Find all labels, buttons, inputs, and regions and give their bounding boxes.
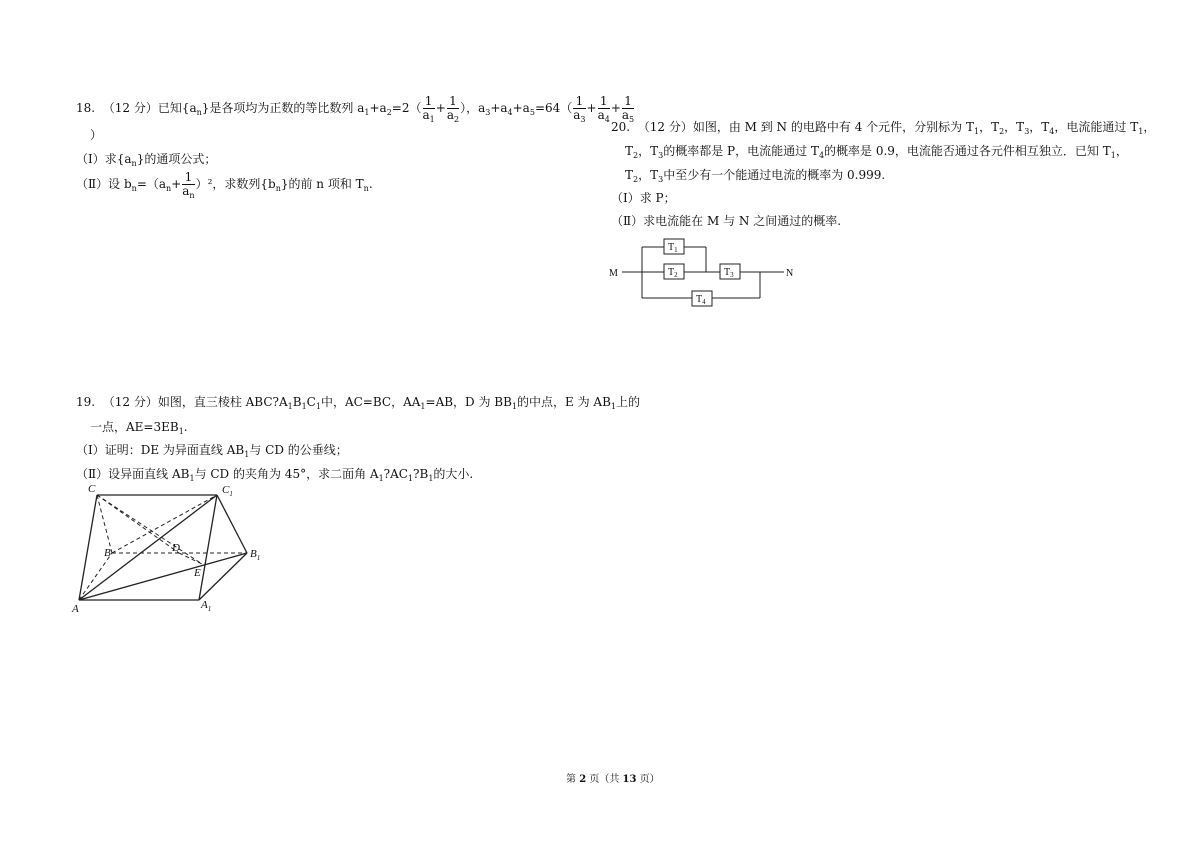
label-T2: $T_2$ bbox=[668, 267, 678, 279]
question-20-line3: $T_2$，$T_3$中至少有一个能通过电流的概率为 0.999. bbox=[625, 168, 886, 184]
segment-ce bbox=[97, 495, 202, 564]
prism-figure bbox=[64, 480, 274, 615]
page-number: 2 bbox=[579, 774, 587, 785]
question-number: 18. bbox=[76, 101, 96, 115]
hidden-edge-ab bbox=[79, 553, 112, 600]
question-20-part2: （Ⅱ）求电流能在 M 与 N 之间通过的概率. bbox=[611, 214, 842, 228]
label-E: E bbox=[194, 567, 201, 579]
fraction-1-a1: $\frac{1}{a_1}$ bbox=[422, 94, 435, 124]
label-T4: $T_4$ bbox=[696, 294, 706, 306]
label-T3: $T_3$ bbox=[724, 267, 734, 279]
question-19-part1: （Ⅰ）证明：DE 为异面直线 $AB_1$与 CD 的公垂线； bbox=[76, 443, 348, 459]
question-18-part2: （Ⅱ）设 $b_n=(a_n+$ $\frac{1}{a_n}$ ）²，求数列$\{b_n\}$的前 n 项和 $T_n$. bbox=[76, 170, 373, 200]
question-20-line1: 20. （12 分）如图，由 M 到 N 的电路中有 4 个元件，分别标为 $T_1$，$T_2$，$T_3$，$T_4$，电流能通过 $T_1$， bbox=[611, 120, 1156, 136]
score: （12 分） bbox=[102, 395, 158, 409]
label-B: B bbox=[104, 547, 111, 559]
label-C1: $C_1$ bbox=[222, 484, 233, 498]
segment-de bbox=[179, 553, 202, 564]
missing-glyph-icon: ? bbox=[383, 467, 391, 481]
question-19-line2: 一点，$AE=3EB_1$. bbox=[90, 420, 188, 436]
label-M: M bbox=[609, 268, 618, 279]
question-20-line2: $T_2$，$T_3$的概率都是 P，电流能通过 $T_4$的概率是 0.9，电流能否通过各元件相互独立．已知 $T_1$， bbox=[625, 144, 1128, 160]
fraction-1-a4: $\frac{1}{a_4}$ bbox=[597, 94, 610, 124]
question-18-part1: （Ⅰ）求$\{a_n\}$的通项公式； bbox=[76, 152, 217, 168]
missing-glyph-icon: ? bbox=[272, 395, 279, 409]
score: （12 分） bbox=[102, 101, 158, 115]
fraction-1-a2: $\frac{1}{a_2}$ bbox=[446, 94, 460, 124]
hidden-segment-bc1 bbox=[112, 495, 217, 553]
question-18-line1: 18. （12 分）已知$\{a_n\}$是各项均为正数的等比数列 $a_1+a_2=2$（ $\frac{1}{a_1}$ + $\frac{1}{a_2}$ ），$a_3+a_4+a_5=64$（ $\frac{1}{a_3}$ + $\frac{1}{a_4}$ + $\frac{1}{a_5}$ bbox=[76, 94, 635, 124]
missing-glyph-icon: ? bbox=[413, 467, 420, 481]
segment-ab1 bbox=[79, 553, 247, 600]
question-18-close-paren: ） bbox=[90, 128, 103, 142]
edge-c1b1 bbox=[217, 495, 247, 553]
total-pages: 13 bbox=[622, 774, 637, 785]
question-19-part2: （Ⅱ）设异面直线 $AB_1$与 CD 的夹角为 45°，求二面角 $A_1?AC_1?B_1$的大小. bbox=[76, 467, 474, 483]
label-D: D bbox=[172, 542, 180, 554]
label-B1: $B_1$ bbox=[250, 548, 261, 562]
score: （12 分） bbox=[637, 120, 693, 134]
circuit-figure bbox=[604, 234, 804, 310]
label-A1: $A_1$ bbox=[201, 599, 212, 613]
label-N: N bbox=[786, 268, 794, 279]
fraction-1-a3: $\frac{1}{a_3}$ bbox=[573, 94, 586, 124]
question-number: 20. bbox=[611, 120, 631, 134]
fraction-1-a5: $\frac{1}{a_5}$ bbox=[621, 94, 635, 124]
question-number: 19. bbox=[76, 395, 96, 409]
label-T1: $T_1$ bbox=[668, 242, 678, 254]
fraction-1-an: $\frac{1}{a_n}$ bbox=[182, 170, 195, 200]
question-19-line1: 19. （12 分）如图，直三棱柱 $ABC?A_1B_1C_1$中，AC=BC，$AA_1=AB$，D 为 $BB_1$的中点，E 为 $AB_1$上的 bbox=[76, 395, 641, 411]
label-A: A bbox=[72, 603, 79, 615]
edge-ca bbox=[79, 495, 97, 600]
question-20-part1: （Ⅰ）求 P； bbox=[611, 191, 676, 205]
page-footer: 第 2 页（共 13 页） bbox=[566, 774, 660, 785]
diagonal-ac1 bbox=[79, 495, 217, 600]
label-C: C bbox=[88, 483, 96, 495]
